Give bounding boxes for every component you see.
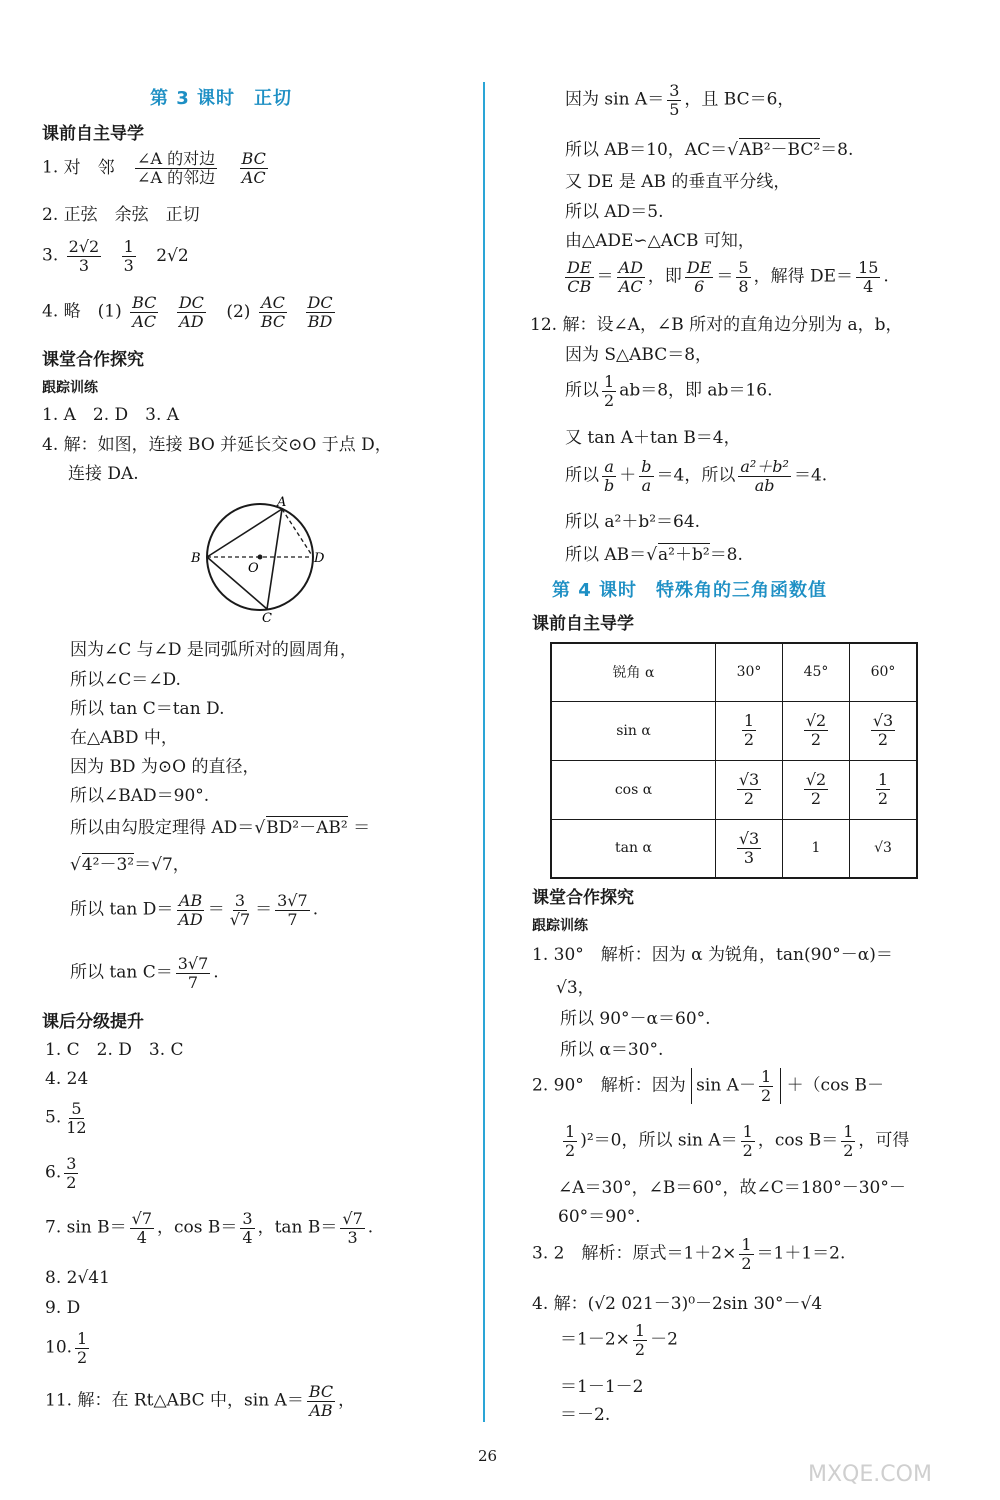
answer-9: 9. D (45, 1298, 81, 1318)
section-heading: 课后分级提升 (42, 1012, 144, 1032)
exercise-4: ＝1－2× $\frac{1}{2}$ －2 (560, 1321, 678, 1359)
proof-line: 所以∠BAD＝90°. (70, 786, 210, 806)
answer-2: 2. 正弦 余弦 正切 (42, 205, 200, 225)
exercise-4: 4. 解：(√2 021－3)⁰－2sin 30°－√4 (532, 1294, 823, 1314)
solution-line: 所以 $\frac{1}{2}$ ab＝8，即 ab＝16. (565, 372, 773, 410)
exercise-2: $\frac{1}{2}$ )²＝0，所以 sin A＝ $\frac{1}{2}$ ，cos B＝ $\frac{1}{2}$ ，可得 (565, 1122, 910, 1160)
section-heading: 课前自主导学 (42, 124, 144, 144)
section-heading: 课堂合作探究 (532, 888, 634, 908)
proof-line: 所以 tan C＝ $\frac{3√7}{7}$ . (70, 954, 219, 992)
proof-line: 所以 tan C＝tan D. (70, 699, 225, 719)
exercise-1: √3， (556, 978, 595, 998)
table-row: cos α $\frac{√3}{2}$ $\frac{√2}{2}$ $\frac{1}{2}$ (551, 760, 917, 819)
answer-8: 8. 2√41 (45, 1268, 110, 1288)
section-heading: 课前自主导学 (532, 614, 634, 634)
page-number: 26 (478, 1447, 498, 1465)
point-label: C (262, 611, 272, 626)
solution-line: $\frac{DE}{CB}$ ＝ $\frac{AD}{AC}$ ，即 $\frac{DE}{6}$ ＝ $\frac{5}{8}$ ，解得 DE＝ $\frac{15}{4}$ . (567, 258, 889, 296)
answer-4-line: 连接 DA. (68, 464, 139, 484)
table-header-cell: 60° (850, 643, 918, 701)
table-header-cell: 45° (783, 643, 850, 701)
exercise-1: 所以 α＝30°. (560, 1040, 664, 1060)
proof-line: 所以∠C＝∠D. (70, 670, 181, 690)
point-label: A (277, 495, 287, 510)
solution-line: 由△ADE∽△ACB 可知， (565, 231, 755, 251)
answer-7: 7. sin B＝ $\frac{√7}{4}$ ，cos B＝ $\frac{3}{4}$ ，tan B＝ $\frac{√7}{3}$ . (45, 1209, 374, 1247)
exercise-1: 1. 30° 解析：因为 α 为锐角，tan(90°－α)＝ (532, 945, 893, 965)
column-divider (483, 82, 485, 1422)
solution-line: 所以 AB＝√a²＋b²＝8. (565, 545, 743, 565)
answer-4: 4. 略 (1) $\frac{BC}{AC}$ $\frac{DC}{AD}$ (2) $\frac{AC}{BC}$ $\frac{DC}{BD}$ (42, 293, 333, 331)
solution-line: 所以 AD＝5. (565, 202, 664, 222)
solution-line: 又 DE 是 AB 的垂直平分线， (565, 172, 791, 192)
exercise-2: 60°＝90°. (558, 1207, 641, 1227)
solution-line: 所以 AB＝10，AC＝√AB²－BC²＝8. (565, 140, 854, 160)
answers-1-3: 1. A 2. D 3. A (42, 405, 180, 425)
table-row: tan α $\frac{√3}{3}$ 1 √3 (551, 819, 917, 878)
solution-line: 因为 sin A＝ $\frac{3}{5}$ ，且 BC＝6， (565, 81, 795, 119)
lesson-3-title: 第 3 课时 正切 (150, 88, 293, 109)
watermark-logo: MXQE.COM (808, 1462, 932, 1487)
table-header-cell: 30° (716, 643, 783, 701)
answer-4-line: 4. 解：如图，连接 BO 并延长交⊙O 于点 D， (42, 435, 392, 455)
proof-line: 因为 BD 为⊙O 的直径， (70, 757, 260, 777)
exercise-4: ＝－2. (560, 1405, 611, 1425)
point-label: O (248, 561, 259, 576)
exercise-2: 2. 90° 解析：因为 sin A－ $\frac{1}{2}$ ＋（cos B－ (532, 1067, 884, 1105)
solution-line: 因为 S△ABC＝8， (565, 345, 713, 365)
section-heading: 课堂合作探究 (42, 350, 144, 370)
proof-line: 在△ABD 中， (70, 728, 178, 748)
trig-values-table (550, 642, 918, 879)
answer-4: 4. 24 (45, 1069, 89, 1089)
answer-12: 12. 解：设∠A，∠B 所对的直角边分别为 a，b， (530, 315, 903, 335)
answer-1: 1. 对 邻 $\frac{\text{∠A 的对边}}{\text{∠A 的邻边}}$ $\frac{BC}{AC}$ (42, 149, 266, 187)
exercise-4: ＝1－1－2 (560, 1377, 644, 1397)
answer-5: 5. $\frac{5}{12}$ (45, 1099, 87, 1137)
table-row-label: tan α (551, 819, 716, 878)
proof-line: √4²－3²＝√7， (70, 855, 190, 875)
table-header-cell: 锐角 α (551, 643, 716, 701)
lesson-4-title: 第 4 课时 特殊角的三角函数值 (552, 580, 828, 601)
subsection-heading: 跟踪训练 (42, 380, 98, 396)
circle-figure (190, 490, 330, 630)
answer-3: 3. $\frac{2√2}{3}$ $\frac{1}{3}$ 2√2 (42, 237, 189, 275)
answer-11: 11. 解：在 Rt△ABC 中，sin A＝ $\frac{BC}{AB}$ ， (45, 1382, 356, 1420)
answer-6: 6. $\frac{3}{2}$ (45, 1154, 77, 1192)
proof-line: 因为∠C 与∠D 是同弧所对的圆周角， (70, 640, 357, 660)
solution-line: 所以 $\frac{a}{b}$ ＋ $\frac{b}{a}$ ＝4，所以 $\frac{\text{a²＋b²}}{ab}$ ＝4. (565, 457, 828, 495)
point-label: D (314, 551, 325, 566)
solution-line: 所以 a²＋b²＝64. (565, 512, 701, 532)
exercise-2: ∠A＝30°，∠B＝60°，故∠C＝180°－30°－ (558, 1178, 906, 1198)
proof-line: 所以 tan D＝ $\frac{AB}{AD}$ ＝ $\frac{3}{√7}$ ＝ $\frac{3√7}{7}$ . (70, 891, 319, 929)
table-row-label: cos α (551, 760, 716, 819)
solution-line: 又 tan A＋tan B＝4， (565, 428, 741, 448)
exercise-1: 所以 90°－α＝60°. (560, 1009, 711, 1029)
table-row-label: sin α (551, 701, 716, 760)
proof-line: 所以由勾股定理得 AD＝√BD²－AB² ＝ (70, 818, 371, 838)
table-row: sin α $\frac{1}{2}$ $\frac{√2}{2}$ $\frac{√3}{2}$ (551, 701, 917, 760)
point-label: B (191, 551, 201, 566)
answer-10: 10. $\frac{1}{2}$ (45, 1329, 88, 1367)
subsection-heading: 跟踪训练 (532, 918, 588, 934)
answers-1-3: 1. C 2. D 3. C (45, 1040, 184, 1060)
exercise-3: 3. 2 解析：原式＝1＋2× $\frac{1}{2}$ ＝1＋1＝2. (532, 1235, 846, 1273)
